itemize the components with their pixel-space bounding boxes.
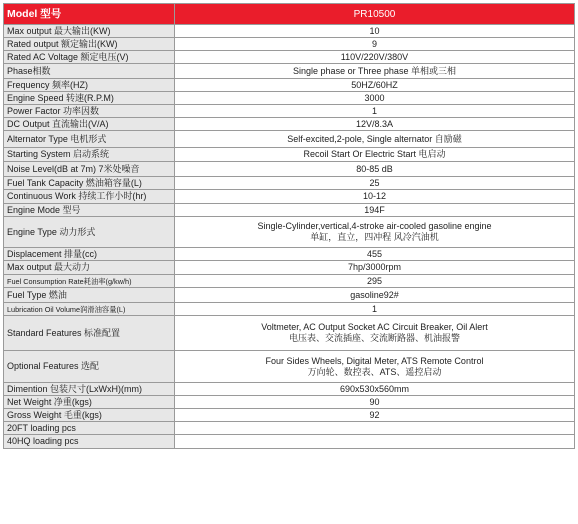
spec-label: Alternator Type 电机形式 (4, 131, 175, 148)
spec-value-line: 10 (369, 25, 380, 36)
spec-value (175, 105, 575, 118)
spec-value (175, 51, 575, 64)
spec-value-line: 110V/220V/380V (340, 51, 409, 62)
spec-label: Gross Weight 毛重(kgs) (4, 409, 175, 422)
spec-value-line: 12V/8.3A (355, 118, 394, 129)
spec-label: Rated output 额定输出(KW) (4, 38, 175, 51)
spec-label: Engine Speed 转速(R.P.M) (4, 92, 175, 105)
spec-row (4, 303, 575, 316)
spec-row (4, 190, 575, 204)
spec-value-line: 92 (369, 409, 380, 420)
header-row (4, 4, 575, 25)
spec-value-line: 90 (369, 396, 380, 407)
spec-value-line: Single-Cylinder,vertical,4-stroke air-cooled gasoline engine (257, 221, 492, 231)
spec-row (4, 38, 575, 51)
spec-label: Fuel Tank Capacity 燃油箱容量(L) (4, 177, 175, 190)
spec-row (4, 131, 575, 148)
spec-value-line: 25 (369, 177, 380, 188)
spec-label: Starting System 启动系统 (4, 148, 175, 162)
spec-value (175, 422, 575, 435)
spec-value-line: 9 (371, 38, 377, 49)
spec-row (4, 51, 575, 64)
spec-label: Max output 最大动力 (4, 261, 175, 275)
spec-value (175, 148, 575, 162)
spec-table-body (4, 4, 575, 449)
spec-row (4, 275, 575, 288)
spec-value (175, 177, 575, 190)
spec-value-line: 7hp/3000rpm (347, 262, 402, 272)
spec-label: Engine Mode 型号 (4, 204, 175, 217)
spec-value (175, 396, 575, 409)
spec-label: Frequency 频率(HZ) (4, 79, 175, 92)
spec-row (4, 162, 575, 177)
spec-value (175, 351, 575, 383)
spec-value-line: 10-12 (362, 191, 387, 201)
spec-value-line: 单缸，直立，四冲程 风冷汽油机 (310, 232, 439, 242)
spec-label: Power Factor 功率因数 (4, 105, 175, 118)
spec-label: DC Output 直流输出(V/A) (4, 118, 175, 131)
spec-value (175, 204, 575, 217)
spec-value (175, 383, 575, 396)
spec-value (175, 288, 575, 303)
spec-value-line: 1 (371, 105, 377, 116)
spec-label: Net Weight 净重(kgs) (4, 396, 175, 409)
spec-label: Lubrication Oil Volume润滑油容量(L) (4, 303, 175, 316)
spec-value-line: 295 (366, 275, 383, 286)
spec-value-line: 50HZ/60HZ (351, 79, 398, 90)
spec-row (4, 177, 575, 190)
spec-value (175, 261, 575, 275)
spec-value (175, 118, 575, 131)
spec-row (4, 248, 575, 261)
spec-value (175, 316, 575, 351)
spec-label: Engine Type 动力形式 (4, 217, 175, 248)
spec-value-line: 455 (366, 248, 383, 259)
spec-value (175, 248, 575, 261)
spec-label: Continuous Work 持续工作小时(hr) (4, 190, 175, 204)
spec-label: Fuel Type 燃油 (4, 288, 175, 303)
spec-value-line: Voltmeter, AC Output Socket AC Circuit Breaker, Oil Alert (261, 322, 488, 332)
spec-row (4, 217, 575, 248)
spec-value (175, 190, 575, 204)
spec-value (175, 25, 575, 38)
spec-row (4, 118, 575, 131)
spec-label: Fuel Consumption Rate耗油率(g/kw/h) (4, 275, 175, 288)
spec-value-line: gasoline92# (350, 289, 399, 300)
spec-value (175, 303, 575, 316)
spec-value (175, 435, 575, 449)
spec-label: Noise Level(dB at 7m) 7米处噪音 (4, 162, 175, 177)
spec-row (4, 422, 575, 435)
spec-value (175, 131, 575, 148)
spec-row (4, 105, 575, 118)
spec-value-line: 万向轮、数控表、ATS、遥控启动 (307, 366, 442, 377)
spec-value-line: Single phase or Three phase 单相或三相 (293, 65, 456, 76)
spec-row (4, 148, 575, 162)
spec-value (175, 217, 575, 248)
spec-label: Dimention 包装尺寸(LxWxH)(mm) (4, 383, 175, 396)
spec-value-line: 194F (364, 204, 385, 215)
spec-table (3, 3, 575, 449)
spec-value-line: 1 (371, 303, 377, 314)
spec-row (4, 288, 575, 303)
header-label: Model 型号 (4, 4, 175, 25)
spec-label: 40HQ loading pcs (4, 435, 175, 449)
spec-value-line: 690x530x560mm (339, 383, 410, 394)
spec-row (4, 435, 575, 449)
spec-value-line: 电压表、交流插座、交流断路器、机油报警 (288, 333, 460, 343)
spec-value (175, 64, 575, 79)
spec-value (175, 38, 575, 51)
spec-row (4, 396, 575, 409)
spec-sheet (3, 3, 575, 449)
spec-value (175, 409, 575, 422)
spec-label: 20FT loading pcs (4, 422, 175, 435)
spec-row (4, 25, 575, 38)
spec-row (4, 383, 575, 396)
spec-label: Optional Features 选配 (4, 351, 175, 383)
spec-row (4, 79, 575, 92)
spec-label: Rated AC Voltage 额定电压(V) (4, 51, 175, 64)
spec-label: Phase相数 (4, 64, 175, 79)
spec-row (4, 261, 575, 275)
spec-value (175, 79, 575, 92)
spec-value-line: 3000 (364, 92, 385, 103)
spec-value (175, 275, 575, 288)
spec-row (4, 204, 575, 217)
spec-row (4, 316, 575, 351)
spec-value (175, 162, 575, 177)
spec-value (175, 92, 575, 105)
spec-value-line: 80-85 dB (356, 163, 393, 174)
spec-value-line: Recoil Start Or Electric Start 电启动 (303, 149, 446, 159)
spec-row (4, 92, 575, 105)
spec-value-line: Four Sides Wheels, Digital Meter, ATS Remote Control (265, 355, 484, 366)
spec-value-line: Self-excited,2-pole, Single alternator 自励磁 (287, 133, 462, 144)
spec-row (4, 351, 575, 383)
spec-row (4, 64, 575, 79)
spec-row (4, 409, 575, 422)
spec-label: Standard Features 标准配置 (4, 316, 175, 351)
spec-label: Displacement 排量(cc) (4, 248, 175, 261)
header-model-value: PR10500 (175, 4, 575, 25)
spec-label: Max output 最大输出(KW) (4, 25, 175, 38)
